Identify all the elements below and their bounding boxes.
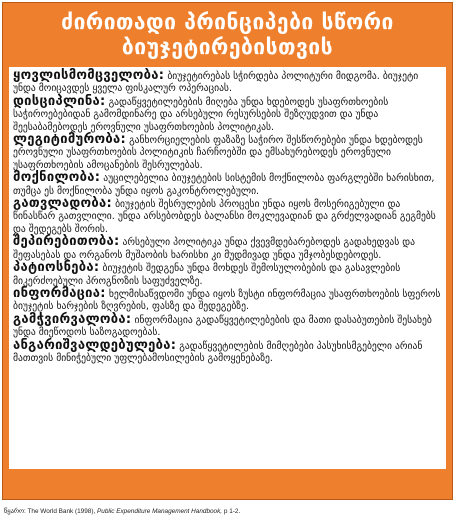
principles-list	[9, 67, 446, 469]
principle-text: გადაწყვეტილების მიმღებები პასუხისმგებელი არიან მათთვის მინიჭებული უფლებამოსილების გამოყენებაზე.	[13, 340, 423, 364]
principle-text: ბიუჯეტის შედგენა უნდა მოხდეს შემოსულობების და გასავლების მიკერძოებული პროგნოზის საფუძველზე.	[13, 263, 401, 287]
principle-text: აუცილებელია ბიუჯეტების სისტემის მოქნილობა ფარგლებში ხარისხით, თუმცა ეს მოქნილობა უნდა იყოს გაკონტროლებული.	[13, 173, 435, 197]
principle-term: მოქნილობა:	[13, 170, 101, 186]
principle-term: ინფორმაცია:	[13, 285, 106, 301]
source-publication: Public Expenditure Management Handbook,	[97, 508, 223, 515]
principle-term: პატიოსნება:	[13, 260, 100, 276]
principle-entry	[13, 236, 442, 262]
box-title	[3, 3, 452, 67]
principle-entry	[13, 337, 442, 366]
box-title-line-2: ბიუჯეტირებისთვის	[121, 35, 334, 59]
principle-text: ხელმისაწვდომი უნდა იყოს ზუსტი ინფორმაცია უსაფრთხოების სფეროს ბიუჯეტის ხარჯების ზღვრების, ფასზე და შედეგებზე.	[13, 288, 441, 313]
principle-entry	[13, 198, 442, 236]
principle-entry	[13, 262, 442, 288]
principle-text: განხორციელების ფაზაზე საჭირო შესწორებები უნდა ხდებოდეს ეროვნული უსაფრთხოების პოლიტიკის ჩარჩოებში და ემსახურებოდეს ეროვნული უსაფრთხოების ამოცანების შესრულებას.	[13, 135, 423, 171]
principle-term: ანგარიშვალდებულება:	[13, 337, 177, 353]
principle-text: გადაწყვეტილებების მიღება უნდა ხდებოდეს უსაფრთხოების საჭიროებებიდან გამომდინარე და არსებული რესურსების შეზღუდვით და უნდა შეესაბამებოდეს ეროვნული უსაფრთხოების პოლიტიკას.	[13, 96, 389, 133]
principle-entry	[13, 311, 442, 340]
principle-entry	[13, 70, 442, 96]
source-label: წყარო: The World Bank (1998),	[4, 508, 96, 515]
principle-entry	[13, 172, 442, 198]
principle-entry	[13, 285, 442, 314]
source-citation	[4, 507, 454, 516]
principle-term: შეპირებითობა:	[13, 234, 120, 250]
principle-term: გამჭვირვალობა:	[13, 311, 132, 327]
principle-term: გათვლადობა:	[13, 196, 113, 212]
principle-entry	[13, 93, 442, 134]
principle-text: არსებული პოლიტიკა უნდა ქვევმდებარებოდეს გადახედვას და შეფასებას და ორგანოს მუშაობის ხარისხი კი მუდმივად უნდა უმჯობესდებოდეს.	[13, 237, 416, 261]
principle-term: ლეგიტიმურობა:	[13, 132, 127, 148]
principles-box	[2, 2, 453, 500]
principle-entry	[13, 134, 442, 172]
principle-text: ინფორმაცია გადაწყვეტილებების და მათი დასაბუთების შესახებ უნდა მიეწოდოს საზოგადოებას.	[13, 314, 432, 339]
principle-term: ყოვლისმომცველობა:	[13, 68, 165, 83]
principle-text: ბიუჯეტის შესრულების პროცესი უნდა იყოს მოსერიგებული და წინასწარ გათვლილი. უნდა არსებობდეს ბალანსი მოკლევადიან და გრძელვადიან გეგმებს და შედეგებს შორის.	[13, 199, 436, 235]
source-pages: p 1-2.	[223, 508, 241, 515]
principle-term: დისციპლინა:	[13, 93, 106, 109]
box-title-line-1: ძირითადი პრინციპები სწორი	[61, 10, 394, 34]
principle-text: ბიუჯეტირებას სჭირდება პოლიტური მიდგომა. ბიუჯეტი უნდა მოიცავდეს ყველა ფისკალურ ოპერაციას.	[13, 71, 419, 95]
